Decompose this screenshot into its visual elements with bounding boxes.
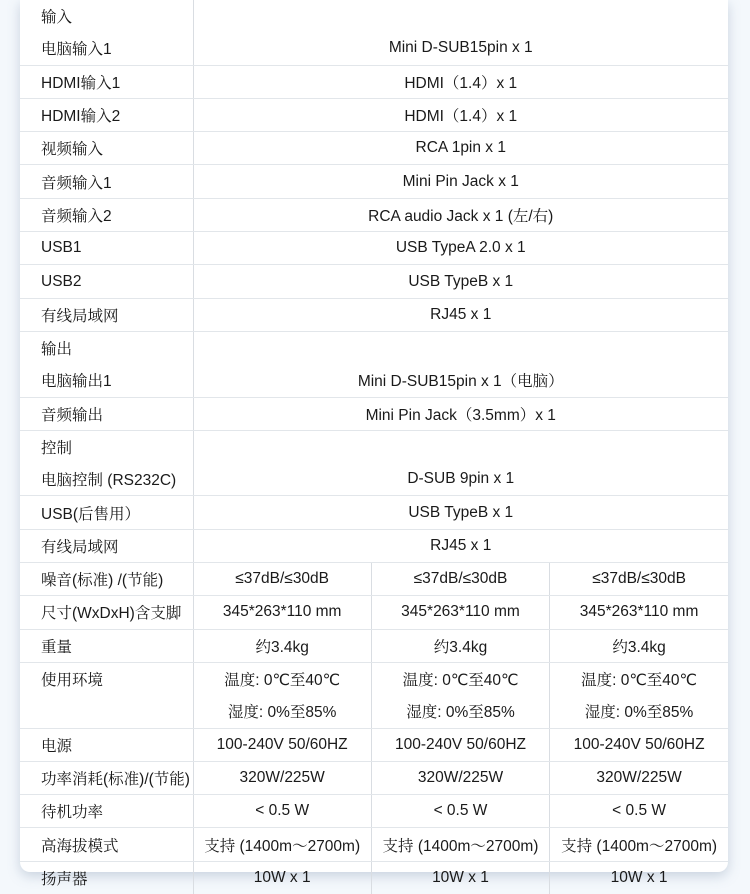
spec-value-model-3: 10W x 1 (610, 868, 668, 886)
spec-label: 视频输入 (20, 132, 193, 165)
spec-value: RCA audio Jack x 1 (左/右) (193, 198, 728, 231)
spec-value-model-1: 温度: 0℃至40℃ (193, 662, 371, 695)
spec-value-model-3: 温度: 0℃至40℃ (581, 672, 697, 690)
spec-value-model-1: 约3.4kg (193, 629, 371, 662)
spec-value-model-1: 320W/225W (193, 761, 371, 794)
spec-label: 功率消耗(标准)/(节能) (20, 761, 193, 794)
spec-value: USB TypeA 2.0 x 1 (193, 232, 728, 265)
spec-row (20, 232, 728, 265)
spec-label: USB(后售用） (20, 496, 193, 529)
spec-value-model-3: 湿度: 0%至85% (550, 695, 728, 728)
spec-value: HDMI（1.4）x 1 (193, 98, 728, 131)
spec-value: Mini D-SUB15pin x 1（电脑） (193, 364, 728, 397)
spec-table (20, 0, 728, 894)
spec-row-multi (20, 629, 728, 662)
section-header-row (20, 430, 728, 463)
spec-row (20, 198, 728, 231)
spec-table-body (20, 0, 728, 894)
spec-value-model-1: 10W x 1 (193, 861, 371, 894)
spec-label: 有线局域网 (20, 529, 193, 562)
spec-label: 使用环境 (20, 662, 193, 695)
spec-value: Mini D-SUB15pin x 1 (193, 32, 728, 65)
section-title: 输入 (20, 0, 193, 32)
spec-row-multi (20, 761, 728, 794)
spec-value: USB TypeB x 1 (193, 496, 728, 529)
spec-row (20, 463, 728, 496)
spec-value: RJ45 x 1 (193, 529, 728, 562)
spec-value: D-SUB 9pin x 1 (193, 463, 728, 496)
spec-row (20, 98, 728, 131)
section-header-row (20, 0, 728, 32)
spec-row-multi (20, 861, 728, 894)
spec-value: Mini Pin Jack（3.5mm）x 1 (193, 397, 728, 430)
spec-row-multi (20, 728, 728, 761)
spec-value: RCA 1pin x 1 (193, 132, 728, 165)
spec-sheet (20, 0, 728, 888)
spec-row-multi (20, 795, 728, 828)
spec-value (193, 331, 728, 364)
spec-value-model-1: ≤37dB/≤30dB (193, 563, 371, 596)
spec-value-model-2: 湿度: 0%至85% (371, 695, 549, 728)
spec-row (20, 32, 728, 65)
spec-row-multi (20, 662, 728, 695)
spec-row-multi (20, 828, 728, 861)
spec-row (20, 132, 728, 165)
spec-label: 重量 (20, 629, 193, 662)
spec-label (20, 695, 193, 728)
spec-label: USB2 (20, 265, 193, 298)
spec-row (20, 496, 728, 529)
spec-value-model-2: 约3.4kg (371, 629, 549, 662)
spec-value (193, 430, 728, 463)
spec-label: 音频输出 (20, 397, 193, 430)
spec-label: 音频输入2 (20, 198, 193, 231)
spec-label: HDMI输入2 (20, 98, 193, 131)
spec-value-model-1: 100-240V 50/60HZ (193, 728, 371, 761)
spec-value-model-2: < 0.5 W (371, 795, 549, 828)
spec-value-model-2: 320W/225W (371, 761, 549, 794)
spec-label: 电脑控制 (RS232C) (20, 463, 193, 496)
spec-label: USB1 (20, 232, 193, 265)
spec-row (20, 65, 728, 98)
spec-value-model-2: 345*263*110 mm (371, 596, 549, 629)
spec-value-model-3: 345*263*110 mm (550, 596, 728, 629)
spec-value-model-3: 约3.4kg (550, 629, 728, 662)
spec-value: HDMI（1.4）x 1 (193, 65, 728, 98)
spec-value: Mini Pin Jack x 1 (193, 165, 728, 198)
spec-row-multi (20, 695, 728, 728)
spec-row (20, 364, 728, 397)
spec-label: 音频输入1 (20, 165, 193, 198)
spec-label: 尺寸(WxDxH)含支脚 (20, 596, 193, 629)
spec-value-model-1: 支持 (1400m～2700m) (193, 828, 371, 861)
spec-row (20, 165, 728, 198)
spec-value-model-3: 支持 (1400m～2700m) (550, 828, 728, 861)
spec-value-model-3: < 0.5 W (550, 795, 728, 828)
section-title: 控制 (20, 430, 193, 463)
spec-value-model-2: ≤37dB/≤30dB (371, 563, 549, 596)
spec-value-model-3: ≤37dB/≤30dB (550, 563, 728, 596)
spec-label: HDMI输入1 (20, 65, 193, 98)
spec-value (193, 0, 728, 32)
spec-value: USB TypeB x 1 (193, 265, 728, 298)
section-title: 输出 (20, 331, 193, 364)
spec-row-multi (20, 596, 728, 629)
spec-value-model-2: 支持 (1400m～2700m) (371, 828, 549, 861)
spec-label: 电脑输出1 (20, 364, 193, 397)
spec-row (20, 397, 728, 430)
spec-value-model-1: < 0.5 W (193, 795, 371, 828)
spec-label: 高海拔模式 (20, 828, 193, 861)
spec-label: 待机功率 (20, 795, 193, 828)
spec-value-model-3: 320W/225W (550, 761, 728, 794)
spec-value: RJ45 x 1 (193, 298, 728, 331)
spec-label: 有线局域网 (20, 298, 193, 331)
spec-row-multi (20, 563, 728, 596)
spec-row (20, 298, 728, 331)
spec-row (20, 265, 728, 298)
spec-label: 噪音(标准) /(节能) (20, 563, 193, 596)
spec-value-model-2: 10W x 1 (371, 861, 549, 894)
spec-value-model-2: 温度: 0℃至40℃ (371, 662, 549, 695)
spec-value-model-1: 345*263*110 mm (193, 596, 371, 629)
spec-label: 电源 (20, 728, 193, 761)
spec-value-model-1: 湿度: 0%至85% (193, 695, 371, 728)
spec-value-model-3: 100-240V 50/60HZ (550, 728, 728, 761)
section-header-row (20, 331, 728, 364)
spec-label: 电脑输入1 (20, 32, 193, 65)
spec-value-model-2: 100-240V 50/60HZ (371, 728, 549, 761)
spec-row (20, 529, 728, 562)
spec-label: 扬声器 (20, 861, 193, 894)
